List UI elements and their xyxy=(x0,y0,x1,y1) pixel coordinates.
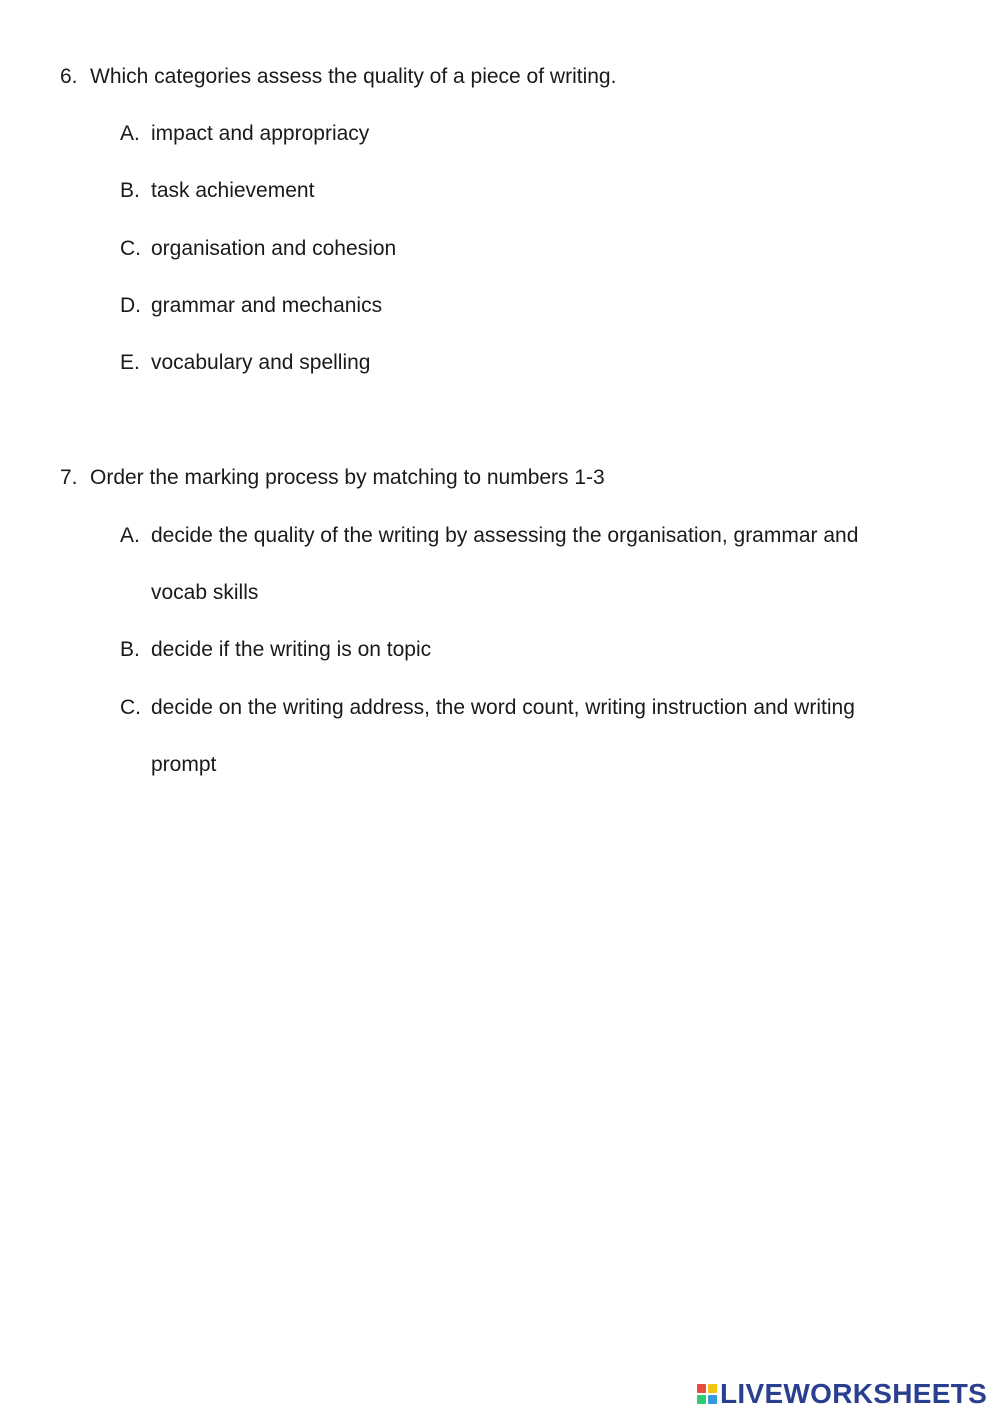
option-letter: E. xyxy=(120,351,140,374)
option-letter: D. xyxy=(120,294,141,317)
option-text: vocabulary and spelling xyxy=(151,351,371,374)
question-text: Order the marking process by matching to numbers 1-3 xyxy=(90,466,605,489)
question-number: 6. xyxy=(60,65,78,88)
option-letter: C. xyxy=(120,237,141,260)
option-text-continued: vocab skills xyxy=(151,581,259,604)
logo-text: LIVEWORKSHEETS xyxy=(720,1378,988,1409)
option-text: task achievement xyxy=(151,179,315,202)
option-letter: C. xyxy=(120,696,141,719)
option-letter: B. xyxy=(120,179,140,202)
liveworksheets-logo xyxy=(697,1379,987,1409)
option-text-continued: prompt xyxy=(151,753,217,776)
question-number: 7. xyxy=(60,466,78,489)
option-letter: A. xyxy=(120,524,140,547)
option-letter: A. xyxy=(120,122,140,145)
option-letter: B. xyxy=(120,638,140,661)
question-text: Which categories assess the quality of a piece of writing. xyxy=(90,65,617,88)
option-text: grammar and mechanics xyxy=(151,294,383,317)
option-text: decide if the writing is on topic xyxy=(151,638,432,661)
option-text: organisation and cohesion xyxy=(151,237,397,260)
option-text: decide on the writing address, the word count, writing instruction and writing xyxy=(151,696,855,719)
option-text: impact and appropriacy xyxy=(151,122,370,145)
liveworksheets-logo-icon xyxy=(697,1384,717,1404)
option-text: decide the quality of the writing by assessing the organisation, grammar and xyxy=(151,524,859,547)
